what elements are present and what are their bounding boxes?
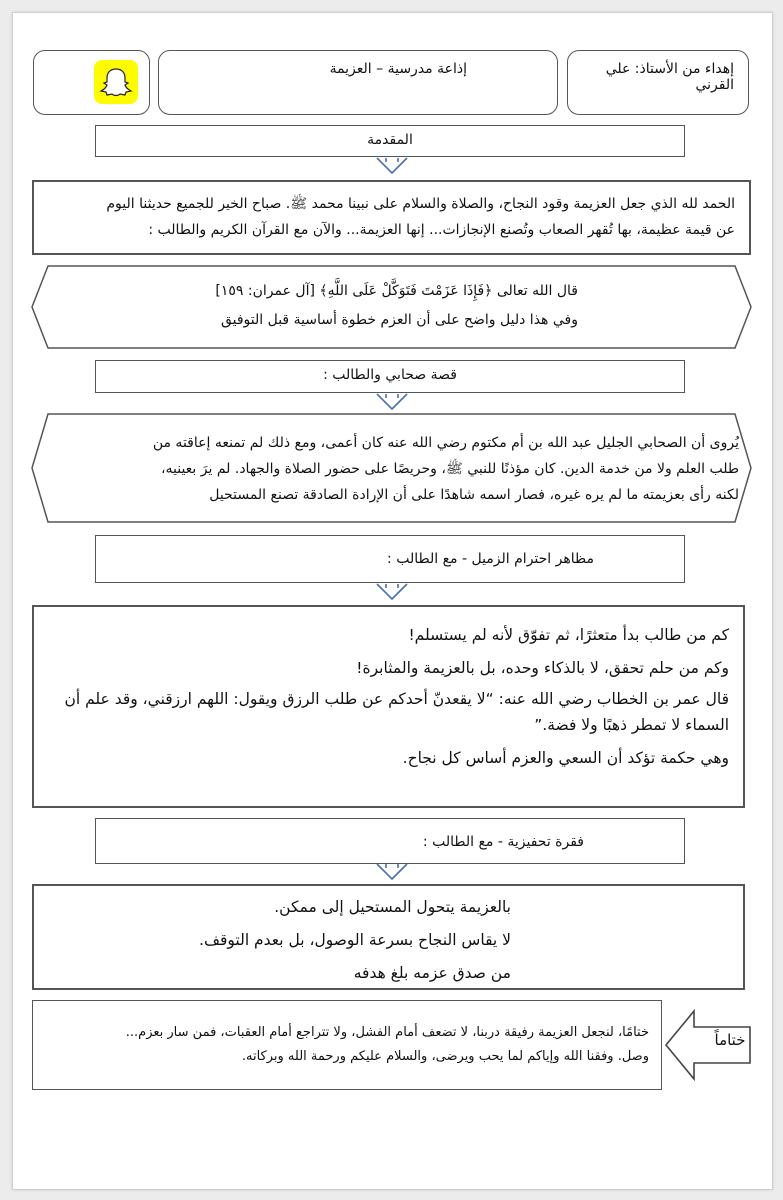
intro-heading-box bbox=[95, 125, 685, 157]
quran-text bbox=[78, 276, 578, 306]
motivation-line-1: بالعزيمة يتحول المستحيل إلى ممكن. bbox=[274, 898, 511, 916]
intro-line-2: عن قيمة عظيمة، بها تُقهر الصعاب وتُصنع الإنجازات... إنها العزيمة... والآن مع القرآن الكريم والطالب : bbox=[148, 222, 735, 238]
story-line-2: طلب العلم ولا من خدمة الدين. كان مؤذنًا للنبي ﷺ، وحريصًا على حضور الصلاة والجهاد. لم يرَ بعينيه، bbox=[160, 461, 739, 477]
intro-heading: المقدمة bbox=[367, 132, 413, 148]
motivation-line-3: من صدق عزمه بلغ هدفه bbox=[353, 964, 511, 982]
motivation-heading: فقرة تحفيزية - مع الطالب : bbox=[422, 834, 584, 850]
header-author-box bbox=[567, 50, 749, 115]
closing-paragraph-box bbox=[32, 1000, 662, 1090]
intro-paragraph-box bbox=[32, 180, 751, 255]
respect-line-1: كم من طالب بدأ متعثرًا، ثم تفوّق لأنه لم يستسلم! bbox=[408, 626, 729, 644]
respect-heading-box bbox=[95, 535, 685, 583]
snapchat-logo-icon bbox=[94, 60, 138, 104]
down-arrow-icon bbox=[375, 156, 409, 176]
ghost-icon bbox=[94, 60, 138, 104]
document-title: إذاعة مدرسية – العزيمة bbox=[329, 61, 467, 77]
respect-line-5: وهي حكمة تؤكد أن السعي والعزم أساس كل نجاح. bbox=[402, 749, 729, 767]
motivation-paragraph-box bbox=[32, 884, 745, 990]
motivation-heading-box bbox=[95, 818, 685, 864]
story-heading-box bbox=[95, 360, 685, 393]
header-logo-box bbox=[33, 50, 150, 115]
down-arrow-icon bbox=[375, 392, 409, 412]
closing-line-1: ختامًا، لنجعل العزيمة رفيقة دربنا، لا تضعف أمام الفشل، ولا تتراجع أمام العقبات، فمن سار بعزم... bbox=[125, 1025, 649, 1040]
respect-line-2: وكم من حلم تحقق، لا بالذكاء وحده، بل بالعزيمة والمثابرة! bbox=[356, 659, 729, 677]
down-arrow-icon bbox=[375, 582, 409, 602]
quran-commentary: وفي هذا دليل واضح على أن العزم خطوة أساسية قبل التوفيق bbox=[220, 312, 578, 328]
story-paragraph bbox=[79, 430, 739, 508]
closing-line-2: وصل. وفقنا الله وإياكم لما يحب ويرضى، والسلام عليكم ورحمة الله وبركاته. bbox=[241, 1049, 649, 1064]
story-heading: قصة صحابي والطالب : bbox=[323, 367, 457, 383]
respect-line-3: قال عمر بن الخطاب رضي الله عنه: “لا يقعدنّ أحدكم عن طلب الرزق ويقول: اللهم ارزقني، وقد علم أن bbox=[64, 690, 729, 708]
respect-heading: مظاهر احترام الزميل - مع الطالب : bbox=[387, 551, 594, 567]
respect-line-4: السماء لا تمطر ذهبًا ولا فضة.” bbox=[534, 716, 729, 734]
intro-line-1: الحمد لله الذي جعل العزيمة وقود النجاح، والصلاة والسلام على نبينا محمد ﷺ. صباح الخير للجميع حديثنا اليوم bbox=[106, 196, 735, 212]
header-title-box bbox=[158, 50, 558, 115]
down-arrow-icon bbox=[375, 862, 409, 882]
author-label: إهداء من الأستاذ: علي القرني bbox=[605, 61, 734, 93]
story-line-1: يُروى أن الصحابي الجليل عبد الله بن أم مكتوم رضي الله عنه كان أعمى، ومع ذلك لم تمنعه إعاقته من bbox=[152, 435, 739, 451]
story-line-3: لكنه رأى بعزيمته ما لم يره غيره، فصار اسمه شاهدًا على أن الإرادة الصادقة تصنع المستحيل bbox=[209, 487, 739, 503]
closing-label: ختاماً bbox=[714, 1031, 746, 1049]
respect-paragraph-box bbox=[32, 605, 745, 808]
quran-verse: قال الله تعالى ﴿فَإِذَا عَزَمْتَ فَتَوَكَّلْ عَلَى اللَّهِ﴾ [آل عمران: ١٥٩] bbox=[215, 283, 578, 299]
motivation-line-2: لا يقاس النجاح بسرعة الوصول، بل بعدم التوقف. bbox=[199, 931, 511, 949]
